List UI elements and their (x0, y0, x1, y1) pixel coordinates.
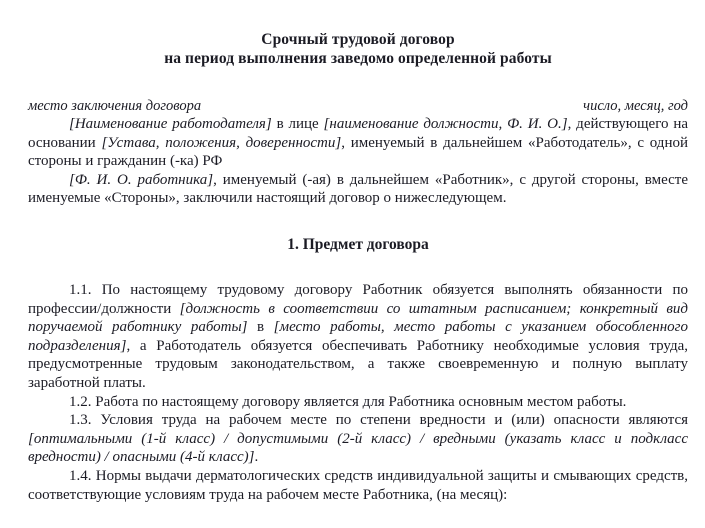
preamble-paragraph-employer (28, 115, 688, 171)
document-title (28, 0, 688, 68)
preamble-text-in-person-of: в лице (271, 116, 324, 132)
clause-1-3-text-part-2: . (254, 449, 259, 466)
clause-1-1-text-part-2: в (247, 319, 274, 336)
employee-name-placeholder: [Ф. И. О. работника] (69, 171, 214, 188)
preamble-text-acting-on-basis: , действующего на основании (28, 116, 689, 151)
clause-1-1 (28, 281, 688, 393)
employer-name-placeholder: [Наименование работодателя] (69, 116, 272, 132)
clause-1-3 (28, 411, 688, 467)
clause-1-2: 1.2. Работа по настоящему договору является для Работника основным местом работы. (69, 393, 627, 410)
position-description-placeholder: [должность в соответствии со штатным расписанием; конкретный вид поручаемой работнику работы] (28, 300, 688, 336)
clause-1-1-text-part-3: , а Работодатель обязуется обеспечивать Работнику необходимые условия труда, предусмотренные трудовым законодательством, а также своевременную и полную выплату заработной платы. (28, 337, 688, 391)
date-label: число, месяц, год (583, 98, 688, 114)
document-title-line-1: Срочный трудовой договор (261, 31, 455, 48)
hazard-class-placeholder: [оптимальными (1-й класс) / допустимыми (2-й класс) / вредными (указать класс и подкласс вредности) / опасными (4-й класс)] (28, 430, 688, 466)
representative-position-placeholder: [наименование должности, Ф. И. О.] (323, 116, 568, 132)
place-of-conclusion-label: место заключения договора (28, 98, 202, 114)
clause-1-1-text-part-1: 1.1. По настоящему трудовому договору Работник обязуется выполнять обязанности по профессии/должности (28, 281, 688, 317)
section-1-heading: 1. Предмет договора (287, 235, 429, 253)
clause-1-3-text-part-1: 1.3. Условия труда на рабочем месте по степени вредности и (или) опасности являются (69, 412, 688, 429)
preamble-text-employer-party: , именуемый в дальнейшем «Работодатель», с одной стороны и гражданин (-ка) РФ (28, 134, 688, 170)
document-title-line-2: на период выполнения заведомо определенной работы (164, 50, 552, 67)
clause-1-4: 1.4. Нормы выдачи дерматологических средств индивидуальной защиты и смывающих средств, соответствующие условиям труда на рабочем месте Работника, (на месяц): (28, 467, 688, 503)
place-and-date-row (28, 97, 688, 115)
basis-document-placeholder: [Устава, положения, доверенности] (101, 134, 342, 151)
preamble-text-employee-party: , именуемый (-ая) в дальнейшем «Работник», с другой стороны, вместе именуемые «Стороны», заключили настоящий договор о нижеследующем. (28, 171, 688, 207)
section-1-clauses (28, 254, 688, 504)
workplace-placeholder: [место работы, место работы с указанием обособленного подразделения] (28, 319, 688, 354)
preamble-paragraph-employee (28, 171, 688, 208)
